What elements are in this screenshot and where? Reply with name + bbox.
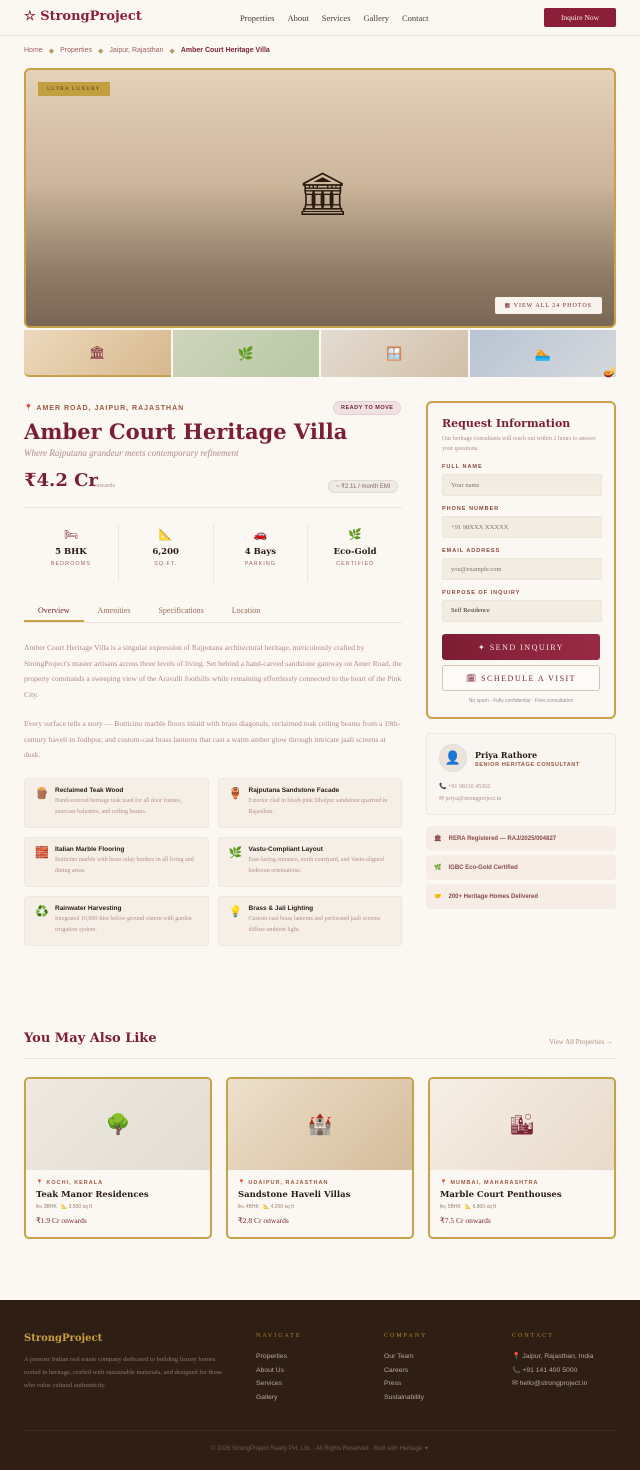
brand-logo[interactable]: ☆ StrongProject — [24, 9, 142, 24]
footer-divider — [24, 1430, 616, 1431]
ruler-icon: 📐 — [158, 529, 173, 541]
top-nav — [0, 0, 640, 36]
agent-phone[interactable]: 📞 +91 98110 45302 — [439, 784, 491, 790]
inquire-now-button[interactable]: Inquire Now — [544, 8, 616, 27]
footer — [0, 1300, 640, 1470]
footer-link[interactable]: Sustainability — [384, 1393, 425, 1401]
brick-icon: 🧱 — [35, 847, 49, 859]
property-stats — [24, 524, 402, 582]
building-icon: 🏛 — [88, 344, 106, 360]
property-price: ₹4.2 Cr — [24, 470, 98, 491]
footer-email[interactable]: ✉ hello@strongproject.in — [512, 1380, 588, 1387]
stat-parking: 🚗 4 Bays PARKING — [214, 524, 309, 582]
copyright: © 2026 StrongProject Realty Pvt. Ltd. · All Rights Reserved · Built with Heritage ✦ — [211, 1446, 429, 1452]
agent-card — [426, 733, 616, 815]
tab-overview[interactable]: Overview — [24, 600, 84, 622]
footer-address: 📍 Jaipur, Rajasthan, India — [512, 1353, 594, 1360]
footer-brand: StrongProject — [24, 1333, 103, 1344]
tab-location[interactable]: Location — [231, 606, 261, 615]
phone-icon: 📞 — [439, 784, 448, 790]
user-icon: 👤 — [444, 750, 462, 765]
contact-heading: CONTACT — [512, 1333, 554, 1339]
property-location: 📍 AMER ROAD, JAIPUR, RAJASTHAN — [24, 405, 185, 412]
agent-email[interactable]: ✉ priya@strongproject.in — [439, 796, 502, 802]
property-card[interactable]: 🏙 📍 MUMBAI, MAHARASHTRA Marble Court Penthouses 🛏 5BHK 📐 6,800 sq ft ₹7.5 Cr onwards — [428, 1077, 616, 1239]
similar-title: You May Also Like — [24, 1031, 157, 1046]
nav-services[interactable]: Services — [321, 13, 351, 23]
breadcrumb-home[interactable]: Home — [24, 47, 43, 54]
recycle-icon: ♻️ — [35, 906, 49, 918]
breadcrumb-current: Amber Court Heritage Villa — [180, 47, 270, 54]
leaf-icon: 🌿 — [434, 865, 442, 871]
tab-amenities[interactable]: Amenities — [97, 606, 131, 615]
company-heading: COMPANY — [384, 1333, 428, 1339]
purpose-select[interactable]: Self Residence — [442, 600, 602, 622]
emi-badge: ~ ₹2.1L / month EMI — [328, 480, 398, 493]
divider — [24, 507, 402, 508]
name-label: FULL NAME — [442, 464, 483, 470]
nav-menu — [240, 13, 428, 23]
feature-card: ♻️ Rainwater Harvesting Integrated 10,000-litre below-ground cistern with garden irrigation system. — [24, 896, 209, 946]
features-grid — [24, 778, 402, 946]
diya-lamp-icon: 🪔 — [603, 366, 617, 378]
gallery-icon: ▦ — [504, 303, 514, 309]
footer-link[interactable]: Properties — [256, 1353, 287, 1360]
feature-card: 💡 Brass & Jali Lighting Custom-cast brass lanterns and perforated jaali screens diffuse ambient light. — [218, 896, 403, 946]
property-card[interactable]: 🌳 📍 KOCHI, KERALA Teak Manor Residences 🛏 3BHK 📐 3,500 sq ft ₹1.9 Cr onwards — [24, 1077, 212, 1239]
feature-card: 🧱 Italian Marble Flooring Botticino marble with brass inlay borders in all living and dining areas. — [24, 837, 209, 887]
breadcrumb-city[interactable]: Jaipur, Rajasthan — [109, 47, 164, 54]
nav-about[interactable]: About — [287, 13, 309, 23]
vase-icon: 🏺 — [228, 788, 243, 800]
lightbulb-icon: 💡 — [228, 906, 243, 918]
feature-card: 🌿 Vastu-Compliant Layout East-facing entrance, north courtyard, and Vastu-aligned bedroom orientations. — [218, 837, 403, 887]
footer-link[interactable]: Gallery — [256, 1393, 278, 1401]
leaf-icon: 🌿 — [228, 847, 243, 859]
homes-delivered-badge: 🤝 200+ Heritage Homes Delivered — [426, 884, 616, 909]
car-icon: 🚗 — [253, 529, 268, 541]
status-badge: READY TO MOVE — [333, 401, 401, 415]
company-links — [384, 1350, 424, 1404]
swimmer-icon: 🏊 — [534, 345, 551, 361]
feature-card: 🪵 Reclaimed Teak Wood Hand-sourced heritage teak used for all door frames, staircase balusters, and ceiling beams. — [24, 778, 209, 828]
navigate-links — [256, 1350, 287, 1404]
avatar — [439, 744, 467, 772]
overview-paragraph: Amber Court Heritage Villa is a singular expression of Rajputana architectural heritage, meticulously crafted by StrongProject's master artisans across three levels of living. Set behind a hand-carved sandstone gateway on Amer Road, the property commands a sweeping view of the Aravalli foothills while remaining effortlessly connected to the heart of the Pink City. — [24, 643, 402, 699]
castle-icon: 🏰 — [228, 1079, 412, 1170]
navigate-heading: NAVIGATE — [256, 1333, 302, 1339]
ultra-luxury-tag: ULTRA LUXURY — [38, 82, 110, 96]
inquiry-form — [426, 401, 616, 719]
form-note: No spam · Fully confidential · Free consultation — [468, 698, 574, 704]
view-all-photos-button[interactable]: ▦ VIEW ALL 24 PHOTOS — [495, 297, 602, 314]
thumbnail-facade[interactable] — [24, 330, 171, 377]
wood-icon: 🪵 — [35, 788, 49, 800]
schedule-visit-button[interactable]: 🗓 SCHEDULE A VISIT — [442, 665, 600, 691]
footer-link[interactable]: About Us — [256, 1366, 284, 1374]
contact-info — [512, 1350, 593, 1391]
breadcrumb-properties[interactable]: Properties — [60, 47, 92, 54]
rera-badge: 🏛 RERA Registered — RAJ/2025/004827 — [426, 826, 616, 851]
footer-link[interactable]: Press — [384, 1380, 402, 1387]
form-subtitle: Our heritage consultants will reach out within 2 hours to answer your questions. — [442, 436, 596, 452]
view-all-properties-link[interactable]: View All Properties → — [549, 1038, 613, 1046]
footer-link[interactable]: Our Team — [384, 1353, 414, 1360]
overview-paragraph: Every surface tells a story — Botticino marble floors inlaid with brass diagonals, reclaimed teak ceiling beams from a 19th-century haveli in Jodhpur, and custom-cast brass lanterns that cast a warm amber glow through intricate jaali screens at dusk. — [24, 719, 401, 760]
full-name-input[interactable] — [442, 474, 602, 496]
stat-area: 📐 6,200 SQ.FT. — [119, 524, 214, 582]
email-label: EMAIL ADDRESS — [442, 548, 501, 554]
pin-icon: 📍 — [24, 405, 37, 412]
property-tagline: Where Rajputana grandeur meets contemporary refinement — [24, 448, 239, 458]
tab-specifications[interactable]: Specifications — [158, 606, 204, 615]
igbc-badge: 🌿 IGBC Eco-Gold Certified — [426, 855, 616, 880]
footer-link[interactable]: Careers — [384, 1366, 409, 1374]
footer-phone[interactable]: 📞 +91 141 400 5000 — [512, 1366, 578, 1374]
property-title: Amber Court Heritage Villa — [24, 419, 348, 444]
thumbnail-pool[interactable] — [470, 330, 617, 377]
thumbnail-window[interactable] — [321, 330, 468, 377]
footer-link[interactable]: Services — [256, 1380, 283, 1387]
classical-building-icon: 🏛 — [296, 172, 350, 218]
form-title: Request Information — [442, 417, 571, 430]
nav-gallery[interactable]: Gallery — [363, 13, 390, 23]
divider — [24, 1058, 616, 1059]
building-icon: 🏛 — [434, 836, 442, 842]
agent-role: SENIOR HERITAGE CONSULTANT — [475, 762, 580, 768]
mail-icon: ✉ — [439, 796, 446, 802]
tree-icon: 🌳 — [26, 1079, 210, 1170]
property-tabs — [24, 600, 402, 623]
thumbnail-garden[interactable] — [173, 330, 320, 377]
phone-label: PHONE NUMBER — [442, 506, 500, 512]
cityscape-icon: 🏙 — [430, 1079, 614, 1170]
property-card[interactable]: 🏰 📍 UDAIPUR, RAJASTHAN Sandstone Haveli Villas 🛏 4BHK 📐 4,200 sq ft ₹2.8 Cr onwards — [226, 1077, 414, 1239]
bed-icon: 🛏 — [63, 529, 78, 541]
hero-image[interactable] — [24, 68, 616, 328]
window-icon: 🪟 — [386, 345, 403, 361]
send-inquiry-button[interactable]: ✦ SEND INQUIRY — [442, 634, 600, 660]
price-suffix: onwards — [93, 482, 116, 489]
agent-name: Priya Rathore — [475, 750, 538, 760]
star-icon: ☆ — [24, 9, 41, 24]
stat-bedrooms: 🛏 5 BHK BEDROOMS — [24, 524, 119, 582]
handshake-icon: 🤝 — [434, 894, 442, 900]
feature-card: 🏺 Rajputana Sandstone Facade Exterior clad in blush-pink Dholpur sandstone quarried in Rajasthan. — [218, 778, 403, 828]
footer-about: A premier Indian real estate company dedicated to building luxury homes rooted in heritage, crafted with sustainable materials, and designed for those who value cultural authenticity. — [24, 1356, 223, 1389]
nav-contact[interactable]: Contact — [402, 13, 429, 23]
leaf-icon: 🌿 — [348, 529, 362, 541]
phone-input[interactable] — [442, 516, 602, 538]
purpose-label: PURPOSE OF INQUIRY — [442, 590, 521, 596]
thumbnail-strip — [24, 330, 616, 377]
email-input[interactable] — [442, 558, 602, 580]
stat-certification: 🌿 Eco-Gold CERTIFIED — [308, 524, 402, 582]
leaf-icon: 🌿 — [237, 345, 254, 361]
nav-properties[interactable]: Properties — [240, 13, 275, 23]
breadcrumb: Home ◆ Properties ◆ Jaipur, Rajasthan ◆ Amber Court Heritage Villa — [24, 47, 270, 55]
